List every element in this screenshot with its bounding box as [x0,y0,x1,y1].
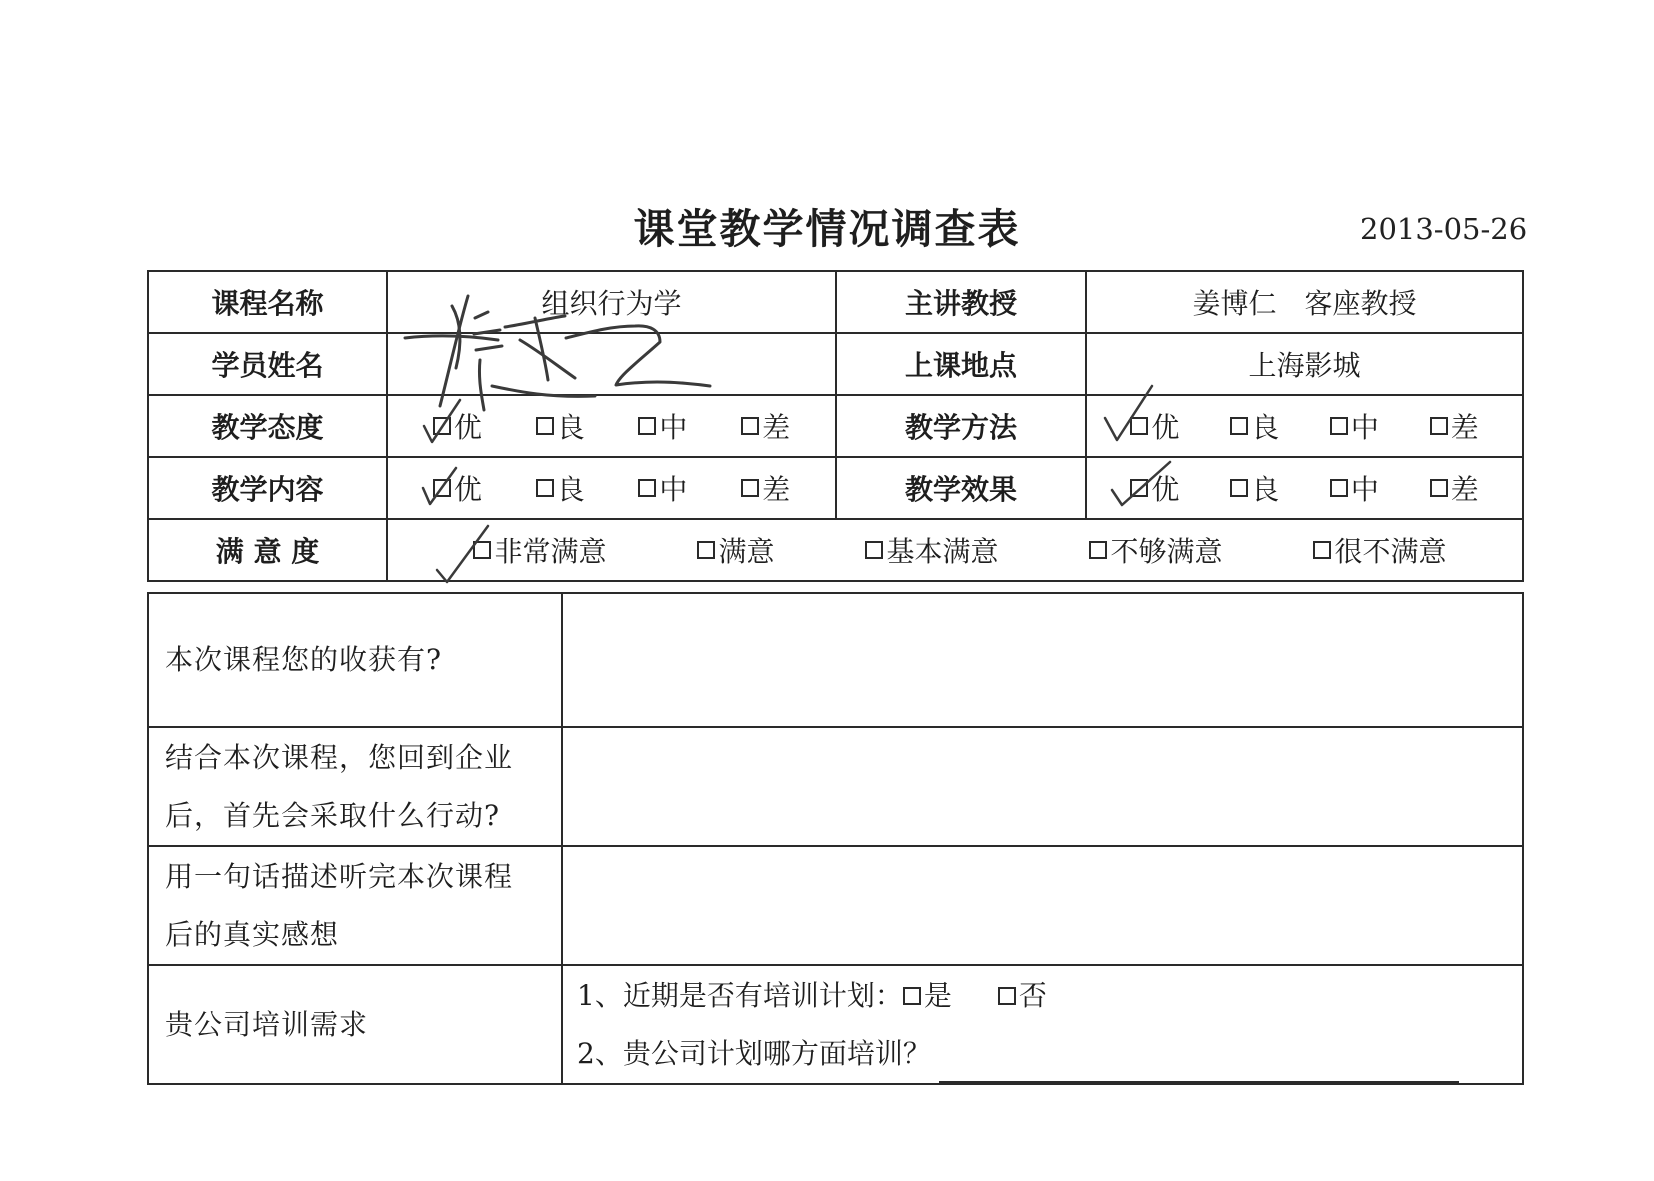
question-gains: 本次课程您的收获有? [148,593,562,727]
rating-option[interactable]: 良 [536,468,585,508]
course-name-value[interactable]: 组织行为学 [387,271,836,333]
rating-option[interactable]: 优 [1130,468,1179,508]
checkbox[interactable] [638,417,656,435]
teaching-method-options [1086,395,1523,457]
teaching-effect-label: 教学效果 [836,457,1086,519]
student-name-value[interactable] [387,333,836,395]
student-name-label: 学员姓名 [148,333,387,395]
teaching-effect-options [1086,457,1523,519]
checkbox[interactable] [1430,479,1448,497]
checkbox[interactable] [433,479,451,497]
rating-option[interactable]: 中 [1330,468,1379,508]
table-row [148,727,1523,846]
table-row [148,457,1523,519]
checkbox[interactable] [1089,541,1107,559]
answer-feelings-field[interactable] [562,846,1523,965]
course-name-label: 课程名称 [148,271,387,333]
checkbox[interactable] [1430,417,1448,435]
checkbox-yes[interactable] [903,987,921,1005]
rating-option[interactable]: 差 [1430,468,1479,508]
satisfaction-option[interactable]: 不够满意 [1089,530,1222,570]
rating-option[interactable]: 中 [1330,406,1379,446]
rating-option[interactable]: 良 [1230,468,1279,508]
checkbox[interactable] [433,417,451,435]
satisfaction-option[interactable]: 基本满意 [865,530,998,570]
location-label: 上课地点 [836,333,1086,395]
training-area-line: 2、贵公司计划哪方面培训？ [563,1025,1522,1083]
checkbox[interactable] [741,417,759,435]
question-action: 结合本次课程，您回到企业 后，首先会采取什么行动? [148,727,562,846]
checkbox[interactable] [1130,417,1148,435]
rating-option[interactable]: 优 [433,406,482,446]
table-row [148,271,1523,333]
training-needs-answers [562,965,1523,1084]
checkbox[interactable] [741,479,759,497]
checkbox[interactable] [536,479,554,497]
question-feelings: 用一句话描述听完本次课程 后的真实感想 [148,846,562,965]
training-area-blank[interactable] [939,1051,1459,1083]
satisfaction-option[interactable]: 满意 [697,530,774,570]
rating-option[interactable]: 优 [433,468,482,508]
satisfaction-label: 满 意 度 [148,519,387,581]
teaching-content-label: 教学内容 [148,457,387,519]
teaching-attitude-options [387,395,836,457]
table-row [148,519,1523,581]
checkbox[interactable] [865,541,883,559]
satisfaction-option[interactable]: 非常满意 [473,530,606,570]
checkbox[interactable] [1130,479,1148,497]
evaluation-table [147,270,1524,582]
rating-option[interactable]: 中 [638,468,687,508]
instructor-label: 主讲教授 [836,271,1086,333]
table-row [148,395,1523,457]
instructor-value[interactable]: 姜博仁 客座教授 [1086,271,1523,333]
checkbox[interactable] [536,417,554,435]
rating-option[interactable]: 良 [536,406,585,446]
teaching-content-options [387,457,836,519]
satisfaction-options [387,519,1523,581]
rating-option[interactable]: 差 [1430,406,1479,446]
question-training-needs: 贵公司培训需求 [148,965,562,1084]
table-row [148,965,1523,1084]
checkbox[interactable] [1330,479,1348,497]
rating-option[interactable]: 差 [741,468,790,508]
table-row [148,846,1523,965]
teaching-attitude-label: 教学态度 [148,395,387,457]
checkbox[interactable] [697,541,715,559]
rating-option[interactable]: 中 [638,406,687,446]
rating-option[interactable]: 差 [741,406,790,446]
checkbox-no[interactable] [998,987,1016,1005]
checkbox[interactable] [1313,541,1331,559]
teaching-method-label: 教学方法 [836,395,1086,457]
rating-option[interactable]: 优 [1130,406,1179,446]
answer-gains-field[interactable] [562,593,1523,727]
satisfaction-option[interactable]: 很不满意 [1313,530,1446,570]
checkbox[interactable] [638,479,656,497]
table-row [148,333,1523,395]
checkbox[interactable] [473,541,491,559]
form-title: 课堂教学情况调查表 [633,205,1021,253]
form-date: 2013-05-26 [1360,212,1528,246]
checkbox[interactable] [1230,479,1248,497]
checkbox[interactable] [1330,417,1348,435]
feedback-table [147,592,1524,1085]
table-row [148,593,1523,727]
answer-action-field[interactable] [562,727,1523,846]
checkbox[interactable] [1230,417,1248,435]
training-plan-line: 1、近期是否有培训计划： 是 否 [577,978,1047,1012]
rating-option[interactable]: 良 [1230,406,1279,446]
location-value[interactable]: 上海影城 [1086,333,1523,395]
